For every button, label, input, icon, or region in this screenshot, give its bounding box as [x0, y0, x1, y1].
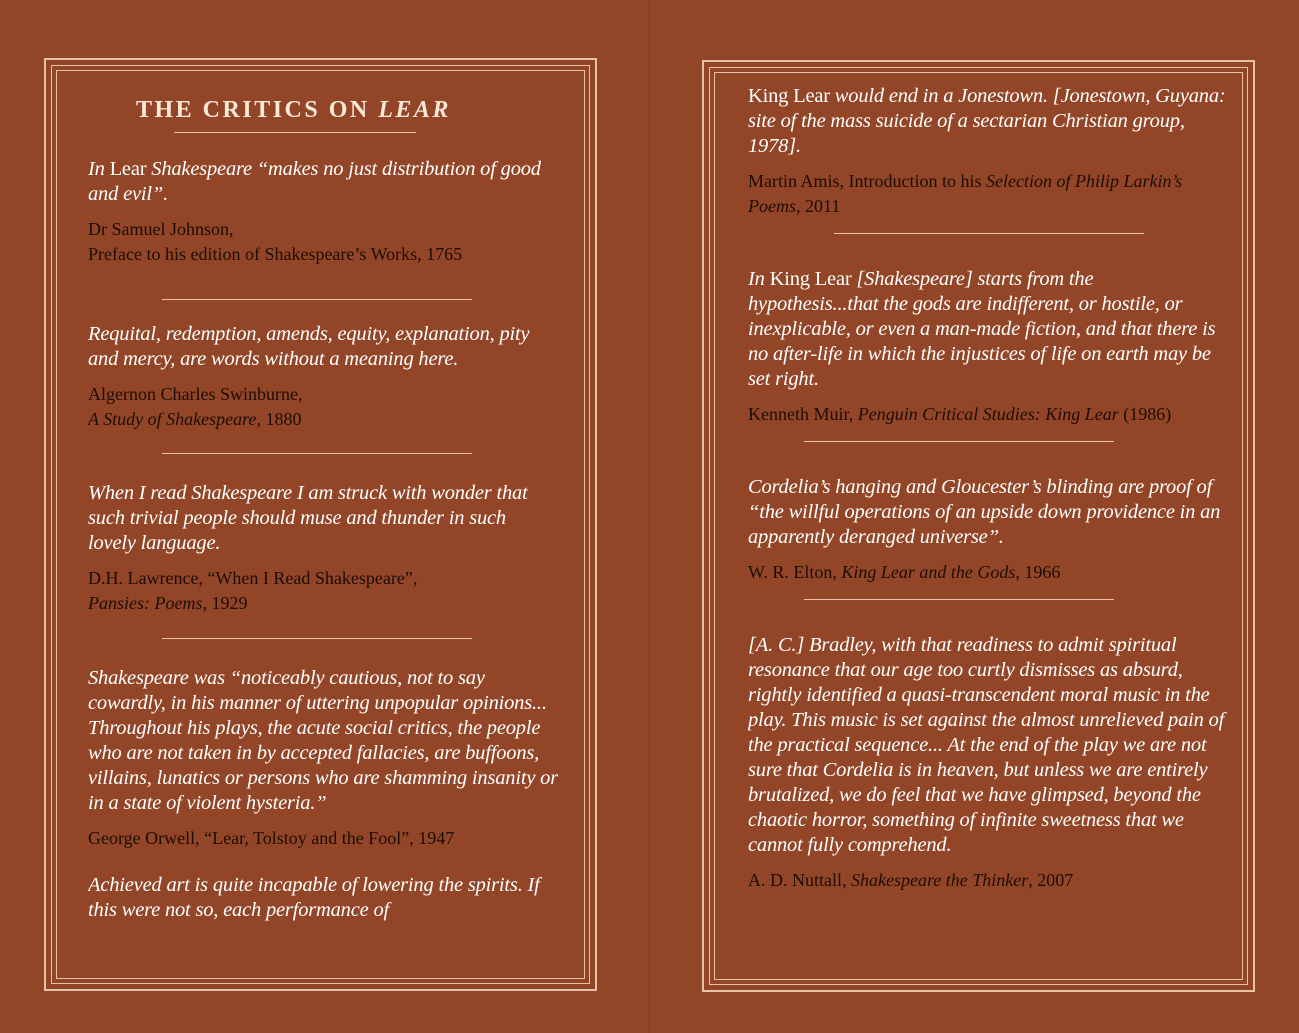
- quote-text: Shakespeare was “noticeably cautious, not to say cowardly, in his manner of uttering unpopular opinions... Throughout his plays, the acute social critics, the people who are not taken in by accepted fallacies, are buffoons, villains, lunatics or persons who are shamming insanity or in a state of violent hysteria.”: [88, 667, 558, 814]
- right-page: [650, 0, 1299, 1033]
- quote-text: Requital, redemption, amends, equity, explanation, pity and mercy, are words without a meaning here.: [88, 323, 530, 370]
- critic-entry-nuttall: [748, 633, 1228, 893]
- citation: Martin Amis, Introduction to his Selection of Philip Larkin’s Poems, 2011: [748, 171, 1183, 216]
- divider: [804, 441, 1114, 442]
- critic-entry-johnson: [88, 157, 558, 267]
- left-page: [0, 0, 649, 1033]
- quote-text: King Lear would end in a Jonestown. [Jonestown, Guyana: site of the mass suicide of a sectarian Christian group, 1978].: [748, 85, 1226, 157]
- critic-entry-lawrence: [88, 481, 558, 616]
- quote-text: When I read Shakespeare I am struck with wonder that such trivial people should muse and thunder in such lovely language.: [88, 482, 528, 554]
- divider: [804, 599, 1114, 600]
- quote-text: In Lear Shakespeare “makes no just distribution of good and evil”.: [88, 158, 541, 205]
- page-heading: THE CRITICS ON LEAR: [136, 97, 451, 123]
- citation: Dr Samuel Johnson, Preface to his edition of Shakespeare’s Works, 1765: [88, 219, 463, 264]
- critic-entry-orwell: [88, 666, 558, 851]
- left-page-content: [88, 88, 558, 968]
- citation: Kenneth Muir, Penguin Critical Studies: King Lear (1986): [748, 404, 1172, 424]
- right-page-content: [748, 70, 1228, 970]
- divider: [162, 299, 472, 300]
- quote-text: [A. C.] Bradley, with that readiness to admit spiritual resonance that our age too curtly dismisses as absurd, rightly identified a quasi-transcendent moral music in the play. This music is set against the almost unrelieved pain of the practical sequence... At the end of the play we are not sure that Cordelia is in heaven, but unless we are entirely brutalized, we do feel that we have glimpsed, beyond the chaotic horror, something of infinite sweetness that we cannot fully comprehend.: [748, 634, 1225, 856]
- citation: W. R. Elton, King Lear and the Gods, 1966: [748, 562, 1061, 582]
- quote-text: Achieved art is quite incapable of lowering the spirits. If this were not so, each performance of: [88, 874, 540, 921]
- critic-entry-swinburne: [88, 322, 558, 432]
- citation: George Orwell, “Lear, Tolstoy and the Fool”, 1947: [88, 828, 455, 848]
- citation: A. D. Nuttall, Shakespeare the Thinker, 2007: [748, 870, 1074, 890]
- divider: [834, 233, 1144, 234]
- critic-entry-amis: [748, 84, 1228, 219]
- critic-entry-elton: [748, 475, 1228, 585]
- divider: [162, 453, 472, 454]
- heading-underline: [174, 132, 416, 133]
- critic-entry-amis-start: [88, 873, 558, 923]
- critic-entry-muir: [748, 267, 1228, 427]
- divider: [162, 638, 472, 639]
- citation: Algernon Charles Swinburne, A Study of Shakespeare, 1880: [88, 384, 303, 429]
- quote-text: Cordelia’s hanging and Gloucester’s blinding are proof of “the willful operations of an upside down providence in an apparently deranged universe”.: [748, 476, 1221, 548]
- citation: D.H. Lawrence, “When I Read Shakespeare”, Pansies: Poems, 1929: [88, 568, 418, 613]
- quote-text: In King Lear [Shakespeare] starts from the hypothesis...that the gods are indifferent, or hostile, or inexplicable, or even a man-made fiction, and that there is no after-life in which the injustices of life on earth may be set right.: [748, 268, 1216, 390]
